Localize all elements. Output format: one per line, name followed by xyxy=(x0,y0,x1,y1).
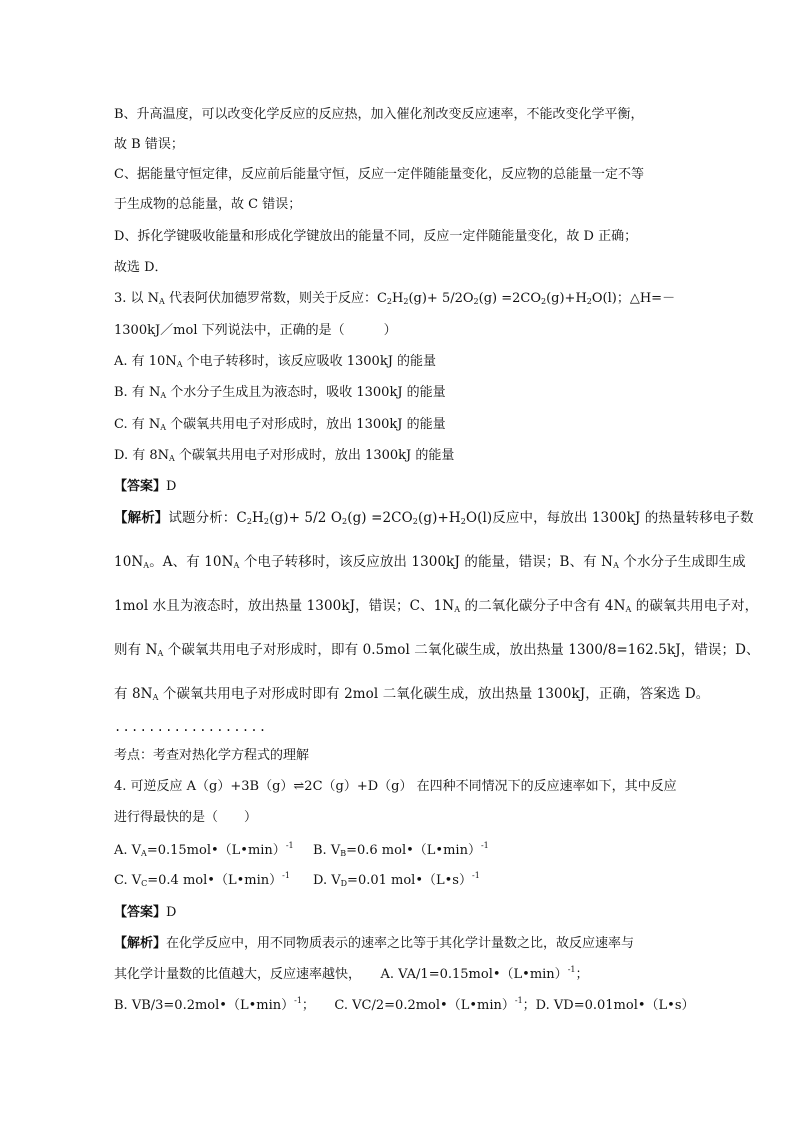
question-4-option-c: C. $V_C=0.4$ mol•（L•min）$^{-1}$ xyxy=(114,871,290,888)
option-d-explanation-line: D、拆化学键吸收能量和形成化学键放出的能量不同，反应一定伴随能量变化，故 D 正确； xyxy=(114,229,638,244)
question-4-option-d: D. $V_D=0.01$ mol•（L•s）$^{-1}$ xyxy=(313,871,480,888)
question-4-explanation-line-3: B. VB/3=0.2mol•（L•min）$^{-1}$； C. VC/2=0.2mol•（L•min）$^{-1}$；D. VD=0.01mol•（L•s） xyxy=(114,996,695,1013)
question-3-explanation-line-1: 【解析】试题分析：$C_2H_2(g)+ 5/2$ $O_2(g) =2CO_2(g)+H_2O(l)$反应中，每放出 1300kJ 的热量转移电子数 xyxy=(114,510,754,526)
question-3-option-b: B. 有 $N_A$ 个水分子生成且为液态时，吸收 1300kJ 的能量 xyxy=(114,385,446,400)
question-3-explanation-line-5: 有 $8N_A$ 个碳氧共用电子对形成时即有 2mol 二氧化碳生成，放出热量 1300kJ，正确，答案选 D。 xyxy=(114,686,710,702)
option-c-explanation-line-1: C、据能量守恒定律，反应前后能量守恒，反应一定伴随能量变化，反应物的总能量一定不等 xyxy=(114,167,644,182)
question-3-stem-line-2: 1300kJ／mol 下列说法中，正确的是（ ） xyxy=(114,323,397,338)
option-b-explanation-line-1: B、升高温度，可以改变化学反应的反应热，加入催化剂改变反应速率，不能改变化学平衡， xyxy=(114,107,644,122)
question-3-kaodian: 考点：考查对热化学方程式的理解 xyxy=(114,748,310,763)
question-4-answer: 【答案】D xyxy=(114,905,177,920)
question-4-explanation-line-1: 【解析】在化学反应中，用不同物质表示的速率之比等于其化学计量数之比，故反应速率与 xyxy=(114,936,635,951)
question-3-explanation-line-2: $10N_A$。A、有 $10N_A$ 个电子转移时，该反应放出 1300kJ 的能量，错误；B、有 $N_A$ 个水分子生成即生成 xyxy=(114,554,746,570)
question-3-explanation-line-4: 则有 $N_A$ 个碳氧共用电子对形成时，即有 0.5mol 二氧化碳生成，放出热量 1300/8=162.5kJ，错误；D、 xyxy=(114,642,760,658)
question-3-option-d: D. 有 $8N_A$ 个碳氧共用电子对形成时，放出 1300kJ 的能量 xyxy=(114,448,455,463)
question-4-explanation-line-2: 其化学计量数的比值越大，反应速率越快， A. VA/1=0.15mol•（L•min）$^{-1}$； xyxy=(114,965,589,982)
question-3-stem-line-1: 3. 以 $N_A$ 代表阿伏加德罗常数，则关于反应：$C_2H_2(g)+ 5/2O_2(g) =2CO_2(g)+H_2O(l)$；△H=－ xyxy=(114,291,676,306)
dotted-separator: .................. xyxy=(114,720,268,734)
question-4-option-b: B. $V_B=0.6$ mol•（L•min）$^{-1}$ xyxy=(313,841,489,858)
question-4-stem-line-2: 进行得最快的是（ ） xyxy=(114,810,258,825)
choose-d-line: 故选 D． xyxy=(114,260,168,275)
option-c-explanation-line-2: 于生成物的总能量，故 C 错误； xyxy=(114,197,302,212)
question-4-stem-line-1: 4. 可逆反应 A（g）+3B（g）⇌2C（g）+D（g） 在四种不同情况下的反应速率如下，其中反应 xyxy=(114,779,677,794)
question-3-answer: 【答案】D xyxy=(114,479,177,494)
question-4-option-a: A. $V_A=0.15mol•(L•\min)^{-1}$ xyxy=(114,841,294,858)
question-3-option-c: C. 有 $N_A$ 个碳氧共用电子对形成时，放出 1300kJ 的能量 xyxy=(114,417,446,432)
option-b-explanation-line-2: 故 B 错误； xyxy=(114,137,184,152)
question-3-option-a: A. 有 $10N_A$ 个电子转移时，该反应吸收 1300kJ 的能量 xyxy=(114,354,437,369)
question-3-explanation-line-3: 1mol 水且为液态时，放出热量 1300kJ，错误；C、$1N_A$ 的二氧化碳分子中含有 $4N_A$ 的碳氧共用电子对， xyxy=(114,598,759,614)
